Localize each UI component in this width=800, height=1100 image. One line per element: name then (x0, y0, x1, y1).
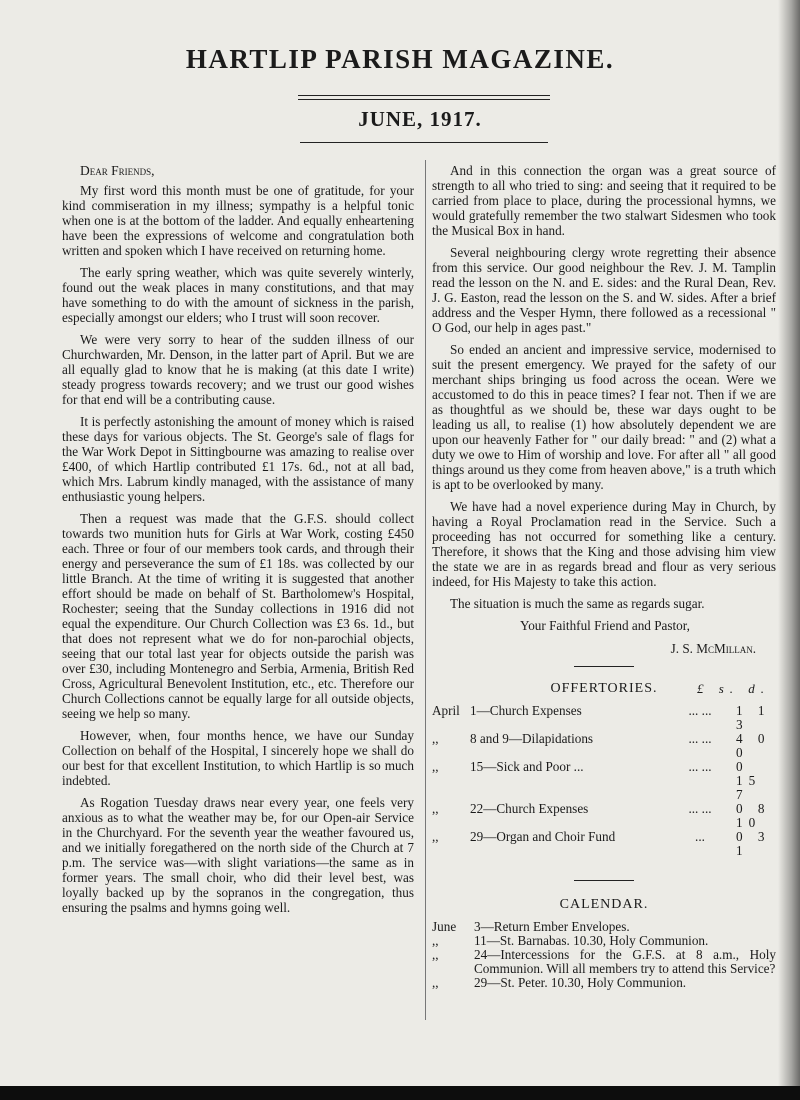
offertory-item: 8 and 9—Dilapidations (470, 731, 594, 746)
offertory-amount: 0 3 1 (736, 829, 771, 858)
letter-column-left (62, 163, 414, 922)
offertory-item: 22—Church Expenses (470, 801, 589, 816)
calendar-row (432, 934, 776, 948)
offertory-month: ,, (432, 829, 439, 844)
calendar-item: 24—Intercessions for the G.F.S. at 8 a.m., Holy Communion. Will all members try to attend this Service? (474, 947, 776, 976)
letter-paragraph: The situation is much the same as regards sugar. (450, 596, 705, 611)
offertory-item: 15—Sick and Poor ... (470, 759, 584, 774)
letter-paragraph: My first word this month must be one of gratitude, for your kind commiseration in my illness; sympathy is a helpful tonic when one is at the bottom of the ladder. And equally enheartening have been the expressions of welcome and congratulation both written and spoken which I have received on returning home. (62, 183, 414, 258)
issue-date: JUNE, 1917. (358, 107, 482, 131)
offertory-row (432, 704, 776, 732)
letter-paragraph: The early spring weather, which was quite severely winterly, found out the weak places in many constitutions, and that may have something to do with the amount of sickness in the parish, especially amongst our elders; who I trust will soon recover. (62, 265, 414, 325)
calendar-table (432, 920, 776, 990)
calendar-month: ,, (432, 947, 439, 962)
offertory-amount: 0 15 7 (736, 759, 762, 802)
calendar-item: 29—St. Peter. 10.30, Holy Communion. (474, 975, 687, 990)
offertory-dots: ... ... (688, 801, 712, 816)
offertory-month: ,, (432, 759, 439, 774)
section-rule (574, 880, 634, 881)
letter-paragraph: As Rogation Tuesday draws near every year, one feels very anxious as to what the weather may be, for our Open-air Service in the Churchyard. For the seventh year the weather favoured us, and we initially foregathered on the north side of the Church at 7 p.m. The service was—with slight variations—the same as in former years. The small choir, who did their level best, was loyally backed up by the sopranos in the congregation, thus ensuring the psalms and hymns going well. (62, 795, 414, 915)
calendar-row (432, 948, 776, 976)
offertory-amount: 1 1 3 (736, 703, 771, 732)
column-divider (425, 160, 426, 1020)
calendar-item: 3—Return Ember Envelopes. (474, 919, 630, 934)
offertory-dots: ... ... (688, 703, 712, 718)
letter-paragraph: We have had a novel experience during May in Church, by having a Royal Proclamation read in the Service. Such a proceeding has not occurred for something like a century. Therefore, it shows that the King and those advising him view the state we are in as regards bread and flour as very serious indeed, for His Majesty to take this action. (432, 499, 776, 589)
title-rule-top (298, 95, 550, 96)
section-rule (574, 666, 634, 667)
letter-signature: J. S. McMillan. (670, 641, 756, 656)
letter-paragraph: However, when, four months hence, we have our Sunday Collection on behalf of the Hospital, I sincerely hope we shall do our best for that excellent Institution, to which Hartlip is so much indebted. (62, 728, 414, 788)
calendar-month: June (432, 919, 457, 934)
offertory-row (432, 732, 776, 760)
calendar-row (432, 920, 776, 934)
magazine-title: HARTLIP PARISH MAGAZINE. (185, 44, 615, 74)
offertory-row (432, 802, 776, 830)
offertory-amount: 0 8 10 (736, 801, 771, 830)
calendar-title: CALENDAR. (559, 897, 649, 912)
calendar-month: ,, (432, 933, 439, 948)
letter-paragraph: It is perfectly astonishing the amount of money which is raised these days for various objects. The St. George's sale of flags for the War Work Depot in Sittingbourne was amazing to realise over £400, of which Hartlip contributed £1 17s. 6d., not at all bad, which Mrs. Labrum kindly managed, with the assistance of many enthusiastic young helpers. (62, 414, 414, 504)
offertory-row (432, 760, 776, 802)
offertory-item: 29—Organ and Choir Fund (470, 829, 616, 844)
letter-paragraph: And in this connection the organ was a great source of strength to all who tried to sing: and seeing that it required to be carried from place to place, during the processional hymns, we would gratefully remember the two stalwart Sidesmen who took the Musical Box in hand. (432, 163, 776, 238)
offertories-heading (432, 681, 776, 696)
letter-column-right (432, 163, 776, 990)
letter-paragraph: Several neighbouring clergy wrote regretting their absence from this service. Our good neighbour the Rev. J. M. Tamplin read the lesson on the N. and E. sides: and the Rural Dean, Rev. J. G. Easton, read the lesson on the S. and W. sides. After a brief address and the Vesper Hymn, there followed as a recessional " O God, our help in ages past." (432, 245, 776, 335)
letter-salutation: Dear Friends, (80, 163, 155, 178)
offertory-row (432, 830, 776, 858)
date-rule (300, 142, 548, 143)
letter-signoff: Your Faithful Friend and Pastor, (520, 618, 690, 633)
offertory-dots: ... ... (688, 759, 712, 774)
page-edge-shadow (778, 0, 800, 1100)
offertories-title: OFFERTORIES. (550, 681, 658, 696)
scan-bottom-edge (0, 1086, 800, 1100)
offertory-month: April (432, 703, 460, 718)
offertory-dots: ... ... (688, 731, 712, 746)
offertories-table (432, 704, 776, 858)
offertory-amount: 4 0 0 (736, 731, 771, 760)
letter-paragraph: We were very sorry to hear of the sudden illness of our Churchwarden, Mr. Denson, in the latter part of April. But we are all equally glad to know that he is making (at this date I write) steady progress towards recovery; and we trust our good wishes for that end will be a contributing cause. (62, 332, 414, 407)
calendar-month: ,, (432, 975, 439, 990)
letter-paragraph: Then a request was made that the G.F.S. should collect towards two munition huts for Girls at War Work, costing £450 each. Three or four of our members took cards, and through their energy and perseverance the sum of £1 18s. was collected by our little Branch. At the time of writing it is suggested that another effort should be made on behalf of St. Bartholomew's Hospital, Rochester; seeing that the Sunday collections in 1916 did not equal the expenditure. Our Church Collection was £3 6s. 1d., but that does not represent what we do for non-parochial objects, seeing that our total last year for objects outside the parish was over £30, including Montenegro and Serbia, Armenia, British Red Cross, Agricultural Benevolent Institution, etc., etc. Therefore our Church Collections cannot be equally large for all outside objects, seeing we help so many. (62, 511, 414, 721)
offertory-dots: ... (695, 829, 705, 844)
offertory-month: ,, (432, 801, 439, 816)
calendar-item: 11—St. Barnabas. 10.30, Holy Communion. (474, 933, 709, 948)
offertory-item: 1—Church Expenses (470, 703, 582, 718)
title-rule-bottom (298, 99, 550, 100)
letter-paragraph: So ended an ancient and impressive service, modernised to suit the present emergency. We prayed for the safety of our merchant ships bringing us food across the ocean. Were we accustomed to do this in peace times? I fear not. Then if we are as thoughtful as we should be, these war days ought to be leading us all, to realise (1) how absolutely dependent we are upon our heavenly Father for " our daily bread: " and (2) what a duty we owe to Him of worship and love. For after all " all good things around us they come from heaven above," is a truth which is apt to be overlooked by many. (432, 342, 776, 492)
offertory-month: ,, (432, 731, 439, 746)
currency-header: £ s. d. (696, 681, 770, 696)
calendar-row (432, 976, 776, 990)
